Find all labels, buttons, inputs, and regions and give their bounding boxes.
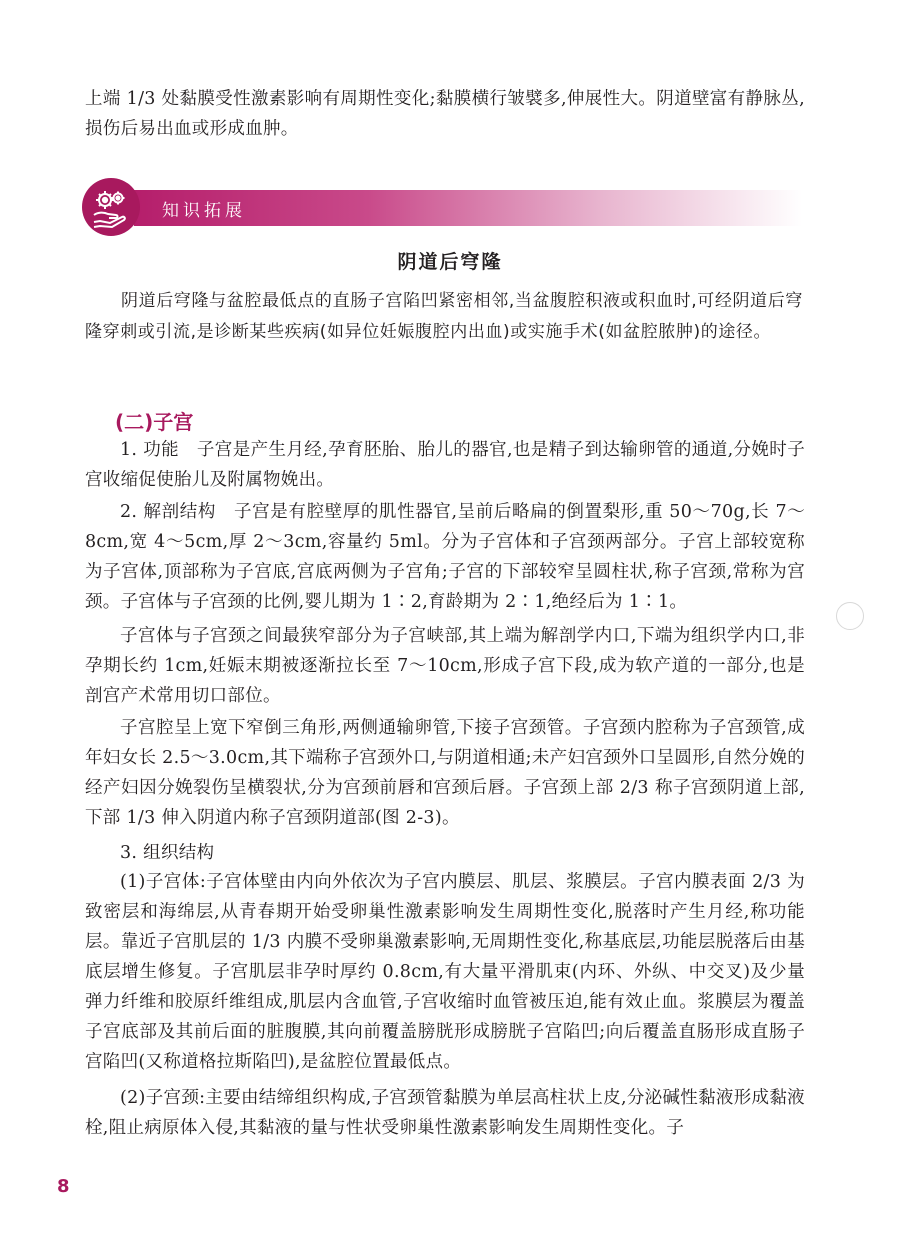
intro-paragraph: 上端 1/3 处黏膜受性激素影响有周期性变化;黏膜横行皱襞多,伸展性大。阴道壁富有静脉丛,损伤后易出血或形成血肿。 xyxy=(85,89,805,139)
paragraph-cervix: (2)子宫颈:主要由结缔组织构成,子宫颈管黏膜为单层高柱状上皮,分泌碱性黏液形成黏液栓,阻止病原体入侵,其黏液的量与性状受卵巢性激素影响发生周期性变化。子 xyxy=(85,1088,805,1138)
margin-stamp-icon xyxy=(836,602,864,630)
paragraph-function: 1. 功能 子宫是产生月经,孕育胚胎、胎儿的器官,也是精子到达输卵管的通道,分娩时子宫收缩促使胎儿及附属物娩出。 xyxy=(85,440,805,490)
section-heading: (二)子宫 xyxy=(115,410,194,434)
paragraph-isthmus: 子宫体与子宫颈之间最狭窄部分为子宫峡部,其上端为解剖学内口,下端为组织学内口,非孕期长约 1cm,妊娠末期被逐渐拉长至 7～10cm,形成子宫下段,成为软产道的一部分,也是剖宫产术常用切口部位。 xyxy=(85,626,805,706)
paragraph-uterine-body: (1)子宫体:子宫体壁由内向外依次为子宫内膜层、肌层、浆膜层。子宫内膜表面 2/3 为致密层和海绵层,从青春期开始受卵巢性激素影响发生周期性变化,脱落时产生月经,称功能层。靠近子宫肌层的 1/3 内膜不受卵巢激素影响,无周期性变化,称基底层,功能层脱落后由基底层增生修复。子宫肌层非孕时厚约 0.8cm,有大量平滑肌束(内环、外纵、中交叉)及少量弹力纤维和胶原纤维组成,肌层内含血管,子宫收缩时血管被压迫,能有效止血。浆膜层为覆盖子宫底部及其前后面的脏腹膜,其向前覆盖膀胱形成膀胱子宫陷凹;向后覆盖直肠形成直肠子宫陷凹(又称道格拉斯陷凹),是盆腔位置最低点。 xyxy=(85,872,805,1072)
gears-hand-icon xyxy=(82,178,140,236)
knowledge-extension-banner xyxy=(82,178,802,236)
banner-label: 知识拓展 xyxy=(162,201,246,221)
paragraph-tissue-heading: 3. 组织结构 xyxy=(120,843,215,863)
extension-title: 阴道后穹隆 xyxy=(397,251,503,273)
paragraph-cavity: 子宫腔呈上宽下窄倒三角形,两侧通输卵管,下接子宫颈管。子宫颈内腔称为子宫颈管,成年妇女长 2.5～3.0cm,其下端称子宫颈外口,与阴道相通;未产妇宫颈外口呈圆形,自然分娩的经产妇因分娩裂伤呈横裂状,分为宫颈前唇和宫颈后唇。子宫颈上部 2/3 称子宫颈阴道上部,下部 1/3 伸入阴道内称子宫颈阴道部(图 2-3)。 xyxy=(85,718,805,828)
page-number: 8 xyxy=(57,1176,70,1197)
paragraph-anatomy: 2. 解剖结构 子宫是有腔壁厚的肌性器官,呈前后略扁的倒置梨形,重 50～70g,长 7～8cm,宽 4～5cm,厚 2～3cm,容量约 5ml。分为子宫体和子宫颈两部分。子宫上部较宽称为子宫体,顶部称为子宫底,宫底两侧为子宫角;子宫的下部较窄呈圆柱状,称子宫颈,常称为宫颈。子宫体与子宫颈的比例,婴儿期为 1∶2,育龄期为 2∶1,绝经后为 1∶1。 xyxy=(85,502,805,612)
extension-paragraph: 阴道后穹隆与盆腔最低点的直肠子宫陷凹紧密相邻,当盆腹腔积液或积血时,可经阴道后穹隆穿刺或引流,是诊断某些疾病(如异位妊娠腹腔内出血)或实施手术(如盆腔脓肿)的途径。 xyxy=(85,291,803,342)
